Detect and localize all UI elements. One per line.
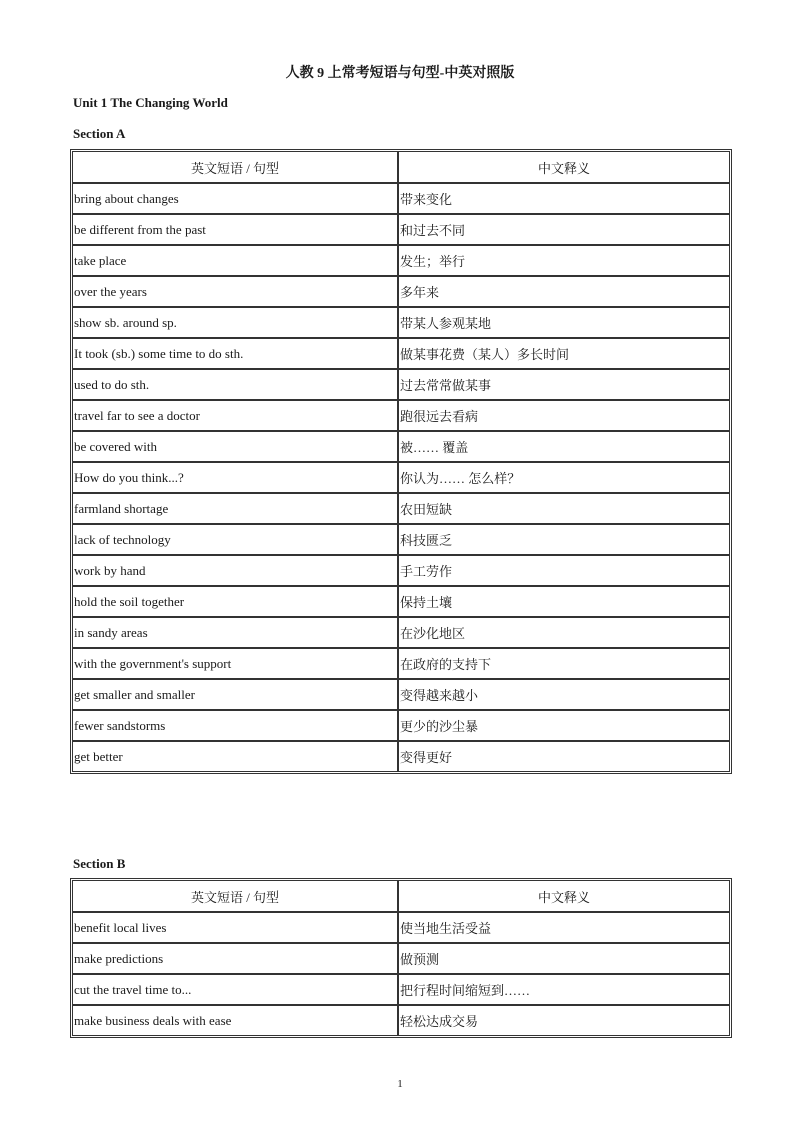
meaning-chinese-cell: 把行程时间缩短到…… [398, 974, 730, 1005]
phrase-english-cell: be different from the past [72, 214, 398, 245]
meaning-chinese-cell: 带某人参观某地 [398, 307, 730, 338]
meaning-chinese-cell: 跑很远去看病 [398, 400, 730, 431]
header-english: 英文短语 / 句型 [72, 151, 398, 183]
phrase-english-cell: lack of technology [72, 524, 398, 555]
meaning-chinese-cell: 过去常常做某事 [398, 369, 730, 400]
table-row [72, 214, 730, 245]
phrase-english-cell: farmland shortage [72, 493, 398, 524]
meaning-chinese-cell: 保持土壤 [398, 586, 730, 617]
phrase-english-cell: get smaller and smaller [72, 679, 398, 710]
table-row [72, 679, 730, 710]
phrase-english-cell: cut the travel time to... [72, 974, 398, 1005]
meaning-chinese-cell: 多年来 [398, 276, 730, 307]
meaning-chinese-cell: 在沙化地区 [398, 617, 730, 648]
table-row [72, 555, 730, 586]
unit-heading: Unit 1 The Changing World [73, 95, 228, 110]
meaning-chinese-cell: 带来变化 [398, 183, 730, 214]
table-row [72, 586, 730, 617]
phrase-english-cell: with the government's support [72, 648, 398, 679]
phrase-english-cell: make predictions [72, 943, 398, 974]
phrase-english-cell: It took (sb.) some time to do sth. [72, 338, 398, 369]
section-a-heading: Section A [73, 126, 126, 141]
meaning-chinese-cell: 做预测 [398, 943, 730, 974]
table-row [72, 974, 730, 1005]
page-number: 1 [397, 1078, 403, 1090]
phrase-english-cell: take place [72, 245, 398, 276]
phrase-english-cell: How do you think...? [72, 462, 398, 493]
meaning-chinese-cell: 农田短缺 [398, 493, 730, 524]
phrase-english-cell: hold the soil together [72, 586, 398, 617]
meaning-chinese-cell: 被…… 覆盖 [398, 431, 730, 462]
meaning-chinese-cell: 科技匮乏 [398, 524, 730, 555]
table-row [72, 943, 730, 974]
table-row [72, 1005, 730, 1036]
phrase-english-cell: make business deals with ease [72, 1005, 398, 1036]
table-row [72, 431, 730, 462]
meaning-chinese-cell: 变得更好 [398, 741, 730, 772]
header-chinese: 中文释义 [398, 151, 730, 183]
phrase-english-cell: benefit local lives [72, 912, 398, 943]
meaning-chinese-cell: 和过去不同 [398, 214, 730, 245]
table-row [72, 648, 730, 679]
table-row [72, 276, 730, 307]
table-header-row [72, 880, 730, 912]
meaning-chinese-cell: 发生；举行 [398, 245, 730, 276]
meaning-chinese-cell: 轻松达成交易 [398, 1005, 730, 1036]
table-row [72, 741, 730, 772]
phrase-english-cell: bring about changes [72, 183, 398, 214]
table-row [72, 245, 730, 276]
meaning-chinese-cell: 做某事花费（某人）多长时间 [398, 338, 730, 369]
phrase-english-cell: used to do sth. [72, 369, 398, 400]
section-a-table [70, 149, 732, 774]
phrase-english-cell: work by hand [72, 555, 398, 586]
table-row [72, 369, 730, 400]
meaning-chinese-cell: 在政府的支持下 [398, 648, 730, 679]
phrase-english-cell: over the years [72, 276, 398, 307]
meaning-chinese-cell: 你认为…… 怎么样？ [398, 462, 730, 493]
document-title: 人教 9 上常考短语与句型-中英对照版 [285, 66, 515, 81]
phrase-english-cell: get better [72, 741, 398, 772]
table-row [72, 462, 730, 493]
table-row [72, 400, 730, 431]
phrase-english-cell: in sandy areas [72, 617, 398, 648]
meaning-chinese-cell: 手工劳作 [398, 555, 730, 586]
table-row [72, 912, 730, 943]
phrase-english-cell: travel far to see a doctor [72, 400, 398, 431]
phrase-english-cell: show sb. around sp. [72, 307, 398, 338]
table-row [72, 493, 730, 524]
header-english: 英文短语 / 句型 [72, 880, 398, 912]
meaning-chinese-cell: 更少的沙尘暴 [398, 710, 730, 741]
meaning-chinese-cell: 变得越来越小 [398, 679, 730, 710]
phrase-english-cell: fewer sandstorms [72, 710, 398, 741]
section-b-table [70, 878, 732, 1038]
table-row [72, 710, 730, 741]
table-row [72, 524, 730, 555]
table-header-row [72, 151, 730, 183]
header-chinese: 中文释义 [398, 880, 730, 912]
meaning-chinese-cell: 使当地生活受益 [398, 912, 730, 943]
table-row [72, 183, 730, 214]
table-row [72, 338, 730, 369]
phrase-english-cell: be covered with [72, 431, 398, 462]
section-b-heading: Section B [73, 856, 126, 871]
table-row [72, 617, 730, 648]
table-row [72, 307, 730, 338]
